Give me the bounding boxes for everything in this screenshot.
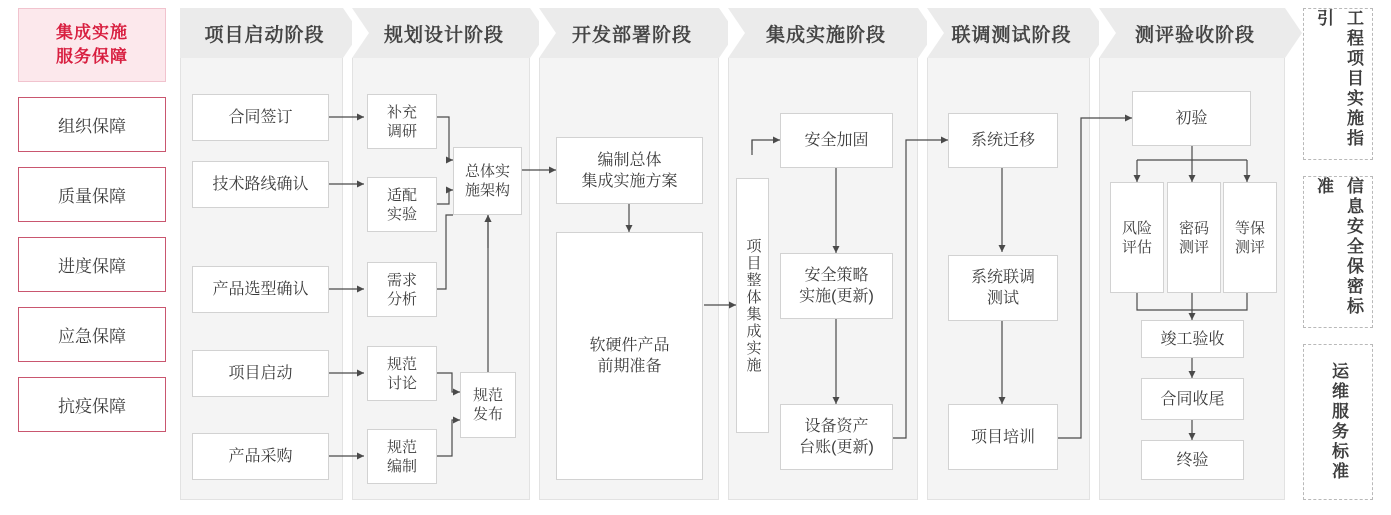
- node-label: 项目整体集成实施: [744, 237, 762, 374]
- node-label-line2: 台账(更新): [799, 439, 874, 456]
- node-label-line2: 前期准备: [597, 358, 662, 375]
- node-label-line2: 编制: [386, 457, 417, 475]
- node-label-line2: 实验: [386, 205, 417, 223]
- node-standard-discussion[interactable]: [367, 346, 437, 401]
- node-label: 技术路线确认: [212, 176, 309, 193]
- standard-label: 信息安全保密标准: [1314, 177, 1363, 317]
- node-label-line2: 讨论: [386, 374, 417, 392]
- left-column-title: [18, 8, 166, 82]
- node-security-policy-implementation[interactable]: [780, 253, 893, 319]
- node-label-line2: 集成实施方案: [581, 172, 678, 190]
- node-label: 竣工验收: [1160, 330, 1225, 348]
- node-classified-protection-evaluation[interactable]: [1223, 182, 1277, 293]
- standard-label: 运维服务标准: [1329, 362, 1348, 482]
- node-label-line2: 测试: [986, 290, 1019, 307]
- phase-header-label: 集成实施阶段: [765, 24, 886, 46]
- node-standard-release[interactable]: [460, 372, 516, 438]
- node-product-procurement[interactable]: [192, 433, 329, 480]
- node-project-kickoff[interactable]: [192, 350, 329, 397]
- node-hardware-software-preparation[interactable]: [556, 232, 703, 480]
- phase-header-5[interactable]: [927, 8, 1090, 58]
- node-project-training[interactable]: [948, 404, 1058, 470]
- node-label: 系统迁移: [970, 132, 1035, 149]
- node-final-acceptance[interactable]: [1141, 440, 1244, 480]
- left-item-label: 进度保障: [58, 257, 126, 276]
- node-standard-drafting[interactable]: [367, 429, 437, 484]
- phase-header-3[interactable]: [539, 8, 719, 58]
- node-label: 产品选型确认: [212, 281, 309, 298]
- node-label-line1: 需求: [386, 271, 417, 289]
- node-label: 终验: [1176, 451, 1209, 469]
- phase-header-label: 项目启动阶段: [204, 24, 325, 46]
- left-column-title-line2: 服务保障: [56, 47, 128, 66]
- node-label-line1: 系统联调: [970, 269, 1035, 286]
- node-label-line1: 适配: [386, 186, 417, 204]
- node-label-line1: 风险: [1121, 219, 1152, 237]
- phase-header-6[interactable]: [1099, 8, 1285, 58]
- node-overall-project-integration[interactable]: [736, 178, 769, 433]
- node-label: 项目启动: [228, 365, 293, 382]
- node-risk-assessment[interactable]: [1110, 182, 1164, 293]
- node-label-line1: 软硬件产品: [589, 337, 670, 354]
- left-item-organization[interactable]: [18, 97, 166, 152]
- node-label-line2: 实施(更新): [799, 288, 874, 305]
- node-label-line1: 安全策略: [804, 267, 869, 284]
- left-item-schedule[interactable]: [18, 237, 166, 292]
- node-label-line1: 规范: [472, 387, 503, 404]
- node-label: 项目培训: [970, 428, 1035, 446]
- node-label-line1: 总体实: [464, 163, 510, 180]
- node-label: 安全加固: [804, 132, 869, 149]
- left-item-label: 组织保障: [58, 117, 126, 136]
- node-supplementary-research[interactable]: [367, 94, 437, 149]
- node-adaptation-experiment[interactable]: [367, 177, 437, 232]
- node-security-hardening[interactable]: [780, 113, 893, 168]
- node-equipment-asset-ledger[interactable]: [780, 404, 893, 470]
- phase-header-2[interactable]: [352, 8, 530, 58]
- standard-engineering-project-guide[interactable]: [1303, 8, 1373, 160]
- node-product-selection-confirm[interactable]: [192, 266, 329, 313]
- standard-information-security-confidentiality[interactable]: [1303, 176, 1373, 328]
- node-label-line2: 调研: [386, 122, 417, 140]
- phase-header-label: 测评验收阶段: [1134, 24, 1255, 46]
- node-requirement-analysis[interactable]: [367, 262, 437, 317]
- node-completion-acceptance[interactable]: [1141, 320, 1244, 358]
- left-column-title-line1: 集成实施: [56, 23, 128, 42]
- node-tech-route-confirm[interactable]: [192, 161, 329, 208]
- node-label: 初验: [1175, 110, 1208, 127]
- node-label-line2: 发布: [472, 406, 503, 423]
- node-label: 合同收尾: [1160, 390, 1225, 408]
- node-label-line2: 施架构: [464, 182, 510, 199]
- node-contract-signing[interactable]: [192, 94, 329, 141]
- left-item-label: 抗疫保障: [58, 397, 126, 416]
- node-label-line2: 评估: [1121, 238, 1152, 256]
- node-label-line1: 补充: [386, 103, 417, 121]
- phase-header-1[interactable]: [180, 8, 343, 58]
- left-item-emergency[interactable]: [18, 307, 166, 362]
- node-label-line1: 编制总体: [597, 151, 662, 169]
- node-label-line2: 分析: [386, 290, 417, 308]
- node-label-line1: 规范: [386, 355, 417, 373]
- node-label-line1: 规范: [386, 438, 417, 456]
- node-system-joint-test[interactable]: [948, 255, 1058, 321]
- node-initial-acceptance[interactable]: [1132, 91, 1251, 146]
- left-guarantee-column: [18, 8, 166, 508]
- phase-header-label: 规划设计阶段: [383, 24, 504, 46]
- standard-operation-maintenance-service[interactable]: [1303, 344, 1373, 500]
- node-label-line2: 测评: [1234, 238, 1265, 256]
- standard-label: 工程项目实施指引: [1314, 9, 1363, 149]
- left-item-label: 质量保障: [58, 187, 126, 206]
- node-contract-closeout[interactable]: [1141, 378, 1244, 420]
- left-item-epidemic[interactable]: [18, 377, 166, 432]
- phase-header-label: 开发部署阶段: [571, 24, 692, 46]
- node-cryptography-evaluation[interactable]: [1167, 182, 1221, 293]
- node-label-line1: 设备资产: [804, 418, 869, 435]
- node-label: 合同签订: [228, 109, 293, 126]
- node-label: 产品采购: [228, 448, 293, 465]
- left-item-label: 应急保障: [58, 327, 126, 346]
- node-overall-integration-plan[interactable]: [556, 137, 703, 204]
- phase-header-4[interactable]: [728, 8, 918, 58]
- node-label-line1: 等保: [1234, 219, 1265, 237]
- node-label-line2: 测评: [1178, 238, 1209, 256]
- phase-band-1: [180, 8, 343, 500]
- node-label-line1: 密码: [1178, 219, 1209, 237]
- node-system-migration[interactable]: [948, 113, 1058, 168]
- left-item-quality[interactable]: [18, 167, 166, 222]
- node-overall-implementation-architecture[interactable]: [453, 147, 522, 215]
- phase-header-label: 联调测试阶段: [951, 24, 1072, 46]
